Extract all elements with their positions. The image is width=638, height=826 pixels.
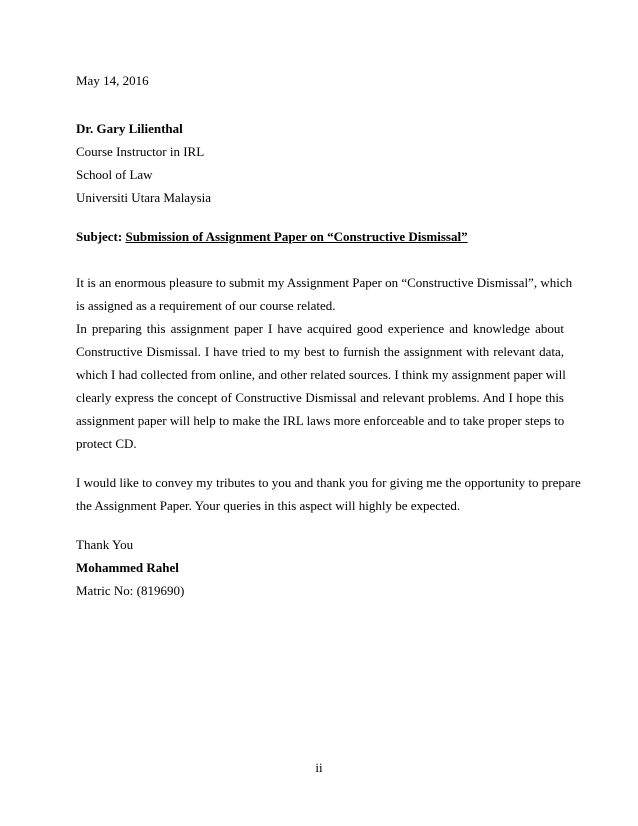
- subject-label: Subject:: [76, 229, 123, 244]
- sender-matric: Matric No: (819690): [76, 583, 185, 598]
- recipient-name: Dr. Gary Lilienthal: [76, 121, 183, 136]
- sender-name: Mohammed Rahel: [76, 560, 179, 575]
- recipient-department: School of Law: [76, 167, 153, 182]
- body-paragraph-1-line-2: is assigned as a requirement of our course related.: [76, 298, 336, 313]
- subject-text: Submission of Assignment Paper on “Constructive Dismissal”: [125, 229, 468, 244]
- body-paragraph-2-line-1: In preparing this assignment paper I have acquired good experience and knowledge about: [76, 321, 564, 336]
- closing-salutation: Thank You: [76, 537, 134, 552]
- body-paragraph-1-line-1: It is an enormous pleasure to submit my Assignment Paper on “Constructive Dismissal”, which: [76, 275, 573, 290]
- letter-date: May 14, 2016: [76, 73, 149, 88]
- recipient-title: Course Instructor in IRL: [76, 144, 205, 159]
- subject-line: [76, 229, 468, 245]
- body-paragraph-2-line-5: assignment paper will help to make the IRL laws more enforceable and to take proper steps to: [76, 413, 565, 428]
- body-paragraph-2-line-3: which I had collected from online, and other related sources. I think my assignment paper will: [76, 367, 566, 382]
- body-paragraph-2-line-2: Constructive Dismissal. I have tried to my best to furnish the assignment with relevant data,: [76, 344, 564, 359]
- page-number: ii: [315, 760, 323, 775]
- body-paragraph-3-line-1: I would like to convey my tributes to you and thank you for giving me the opportunity to prepare: [76, 475, 581, 490]
- recipient-institution: Universiti Utara Malaysia: [76, 190, 212, 205]
- body-paragraph-2-line-4: clearly express the concept of Constructive Dismissal and relevant problems. And I hope this: [76, 390, 564, 405]
- body-paragraph-2-line-6: protect CD.: [76, 436, 137, 451]
- body-paragraph-3-line-2: the Assignment Paper. Your queries in this aspect will highly be expected.: [76, 498, 461, 513]
